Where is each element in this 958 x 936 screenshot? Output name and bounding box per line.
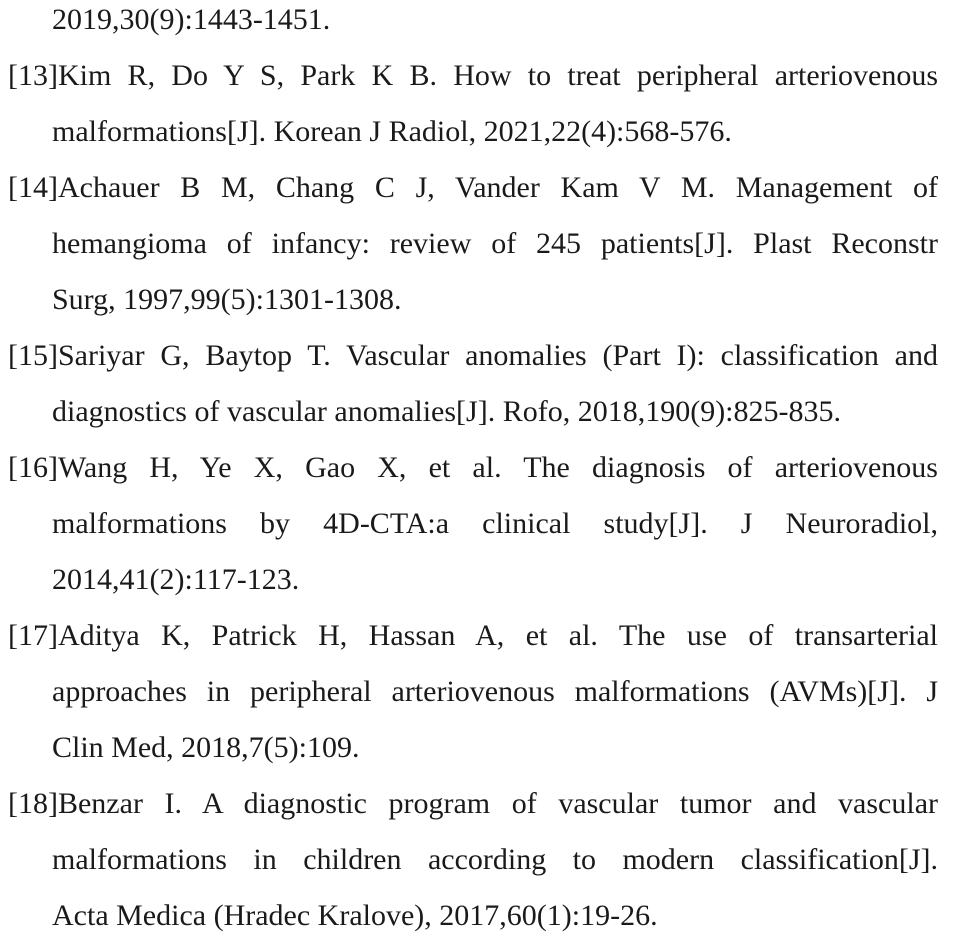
reference-text: Aditya K, Patrick H, Hassan A, et al. The use of transarterial <box>57 619 938 652</box>
reference-16-line-2 <box>52 506 938 542</box>
reference-17-line-1 <box>8 618 938 654</box>
reference-text: malformations in children according to modern classification[J]. <box>52 843 938 876</box>
reference-text: malformations[J]. Korean J Radiol, 2021,22(4):568-576. <box>52 115 732 148</box>
reference-16-line-1 <box>8 450 938 486</box>
reference-text: diagnostics of vascular anomalies[J]. Rofo, 2018,190(9):825-835. <box>52 395 842 428</box>
reference-15-line-2 <box>52 394 938 430</box>
reference-13-line-1 <box>8 58 938 94</box>
reference-13-line-2 <box>52 114 938 150</box>
reference-14-line-1 <box>8 170 938 206</box>
reference-text: 2019,30(9):1443-1451. <box>52 3 331 36</box>
reference-text: malformations by 4D-CTA:a clinical study[J]. J Neuroradiol, <box>52 507 938 540</box>
reference-text: Achauer B M, Chang C J, Vander Kam V M. Management of <box>57 171 938 204</box>
reference-17-line-3 <box>52 730 938 766</box>
reference-text: Kim R, Do Y S, Park K B. How to treat peripheral arteriovenous <box>57 59 938 92</box>
reference-text: Benzar I. A diagnostic program of vascular tumor and vascular <box>57 787 938 820</box>
reference-18-line-2 <box>52 842 938 878</box>
reference-number: [17] <box>8 619 58 652</box>
reference-18-line-3 <box>52 898 938 934</box>
reference-15-line-1 <box>8 338 938 374</box>
reference-text: approaches in peripheral arteriovenous malformations (AVMs)[J]. J <box>52 675 938 708</box>
reference-17-line-2 <box>52 674 938 710</box>
reference-number: [13] <box>8 59 58 92</box>
reference-16-line-3 <box>52 562 938 598</box>
reference-18-line-1 <box>8 786 938 822</box>
reference-number: [18] <box>8 787 58 820</box>
reference-text: Acta Medica (Hradec Kralove), 2017,60(1):19-26. <box>52 899 658 932</box>
reference-text: Surg, 1997,99(5):1301-1308. <box>52 283 402 316</box>
reference-14-line-2 <box>52 226 938 262</box>
reference-continuation-line <box>52 2 938 38</box>
reference-text: Sariyar G, Baytop T. Vascular anomalies (Part I): classification and <box>57 339 938 372</box>
reference-number: [16] <box>8 451 58 484</box>
reference-text: 2014,41(2):117-123. <box>52 563 300 596</box>
reference-number: [14] <box>8 171 58 204</box>
reference-text: Clin Med, 2018,7(5):109. <box>52 731 360 764</box>
reference-14-line-3 <box>52 282 938 318</box>
reference-text: Wang H, Ye X, Gao X, et al. The diagnosis of arteriovenous <box>57 451 938 484</box>
reference-text: hemangioma of infancy: review of 245 patients[J]. Plast Reconstr <box>52 227 938 260</box>
reference-number: [15] <box>8 339 58 372</box>
